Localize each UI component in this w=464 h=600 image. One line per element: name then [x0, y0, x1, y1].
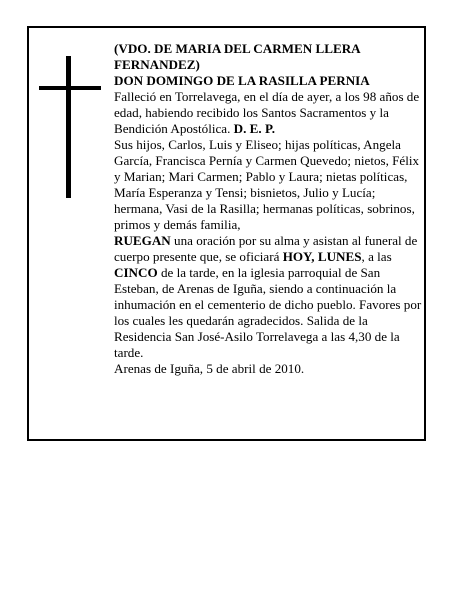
- death-paragraph: [114, 89, 425, 137]
- request-text-1: una oración por su alma y asistan al funeral de cuerpo presente que, se oficiará: [114, 233, 418, 264]
- request-text-2: , a las: [361, 249, 392, 264]
- death-text: Falleció en Torrelavega, en el día de ayer, a los 98 años de edad, habiendo recibido los Santos Sacramentos y la Bendición Apostólica.: [114, 89, 420, 136]
- request-text-3: de la tarde, en la iglesia parroquial de San Esteban, de Arenas de Iguña, siendo a continuación la inhumación en el cementerio de dicho pueblo. Favores por los cuales les quedarán agradecidos. Salida de la Residencia San José-Asilo Torrelavega a las 4,30 de la tarde.: [114, 265, 422, 360]
- dep-abbreviation: D. E. P.: [233, 121, 276, 136]
- cross-vertical-bar: [66, 56, 71, 198]
- family-paragraph: Sus hijos, Carlos, Luis y Eliseo; hijas políticas, Angela García, Francisca Pernía y Carmen Quevedo; nietos, Félix y Marian; Mari Carmen; Pablo y Laura; nietas políticas, María Esperanza y Tensi; bisnietos, Julio y Lucía; hermana, Vasi de la Rasilla; hermanas políticas, sobrinos, primos y demás familia,: [114, 137, 420, 232]
- widow-header: (VDO. DE MARIA DEL CARMEN LLERA FERNANDEZ): [114, 41, 360, 72]
- ruegan-word: RUEGAN: [114, 233, 171, 248]
- cinco-word: CINCO: [114, 265, 158, 280]
- obituary-notice: [27, 26, 426, 441]
- request-paragraph: [114, 233, 425, 361]
- deceased-name: DON DOMINGO DE LA RASILLA PERNIA: [114, 73, 370, 88]
- cross-icon: [39, 56, 101, 198]
- hoy-lunes: HOY, LUNES: [282, 249, 362, 264]
- cross-horizontal-bar: [39, 86, 101, 90]
- notice-text: [114, 41, 425, 377]
- place-date: Arenas de Iguña, 5 de abril de 2010.: [114, 361, 305, 376]
